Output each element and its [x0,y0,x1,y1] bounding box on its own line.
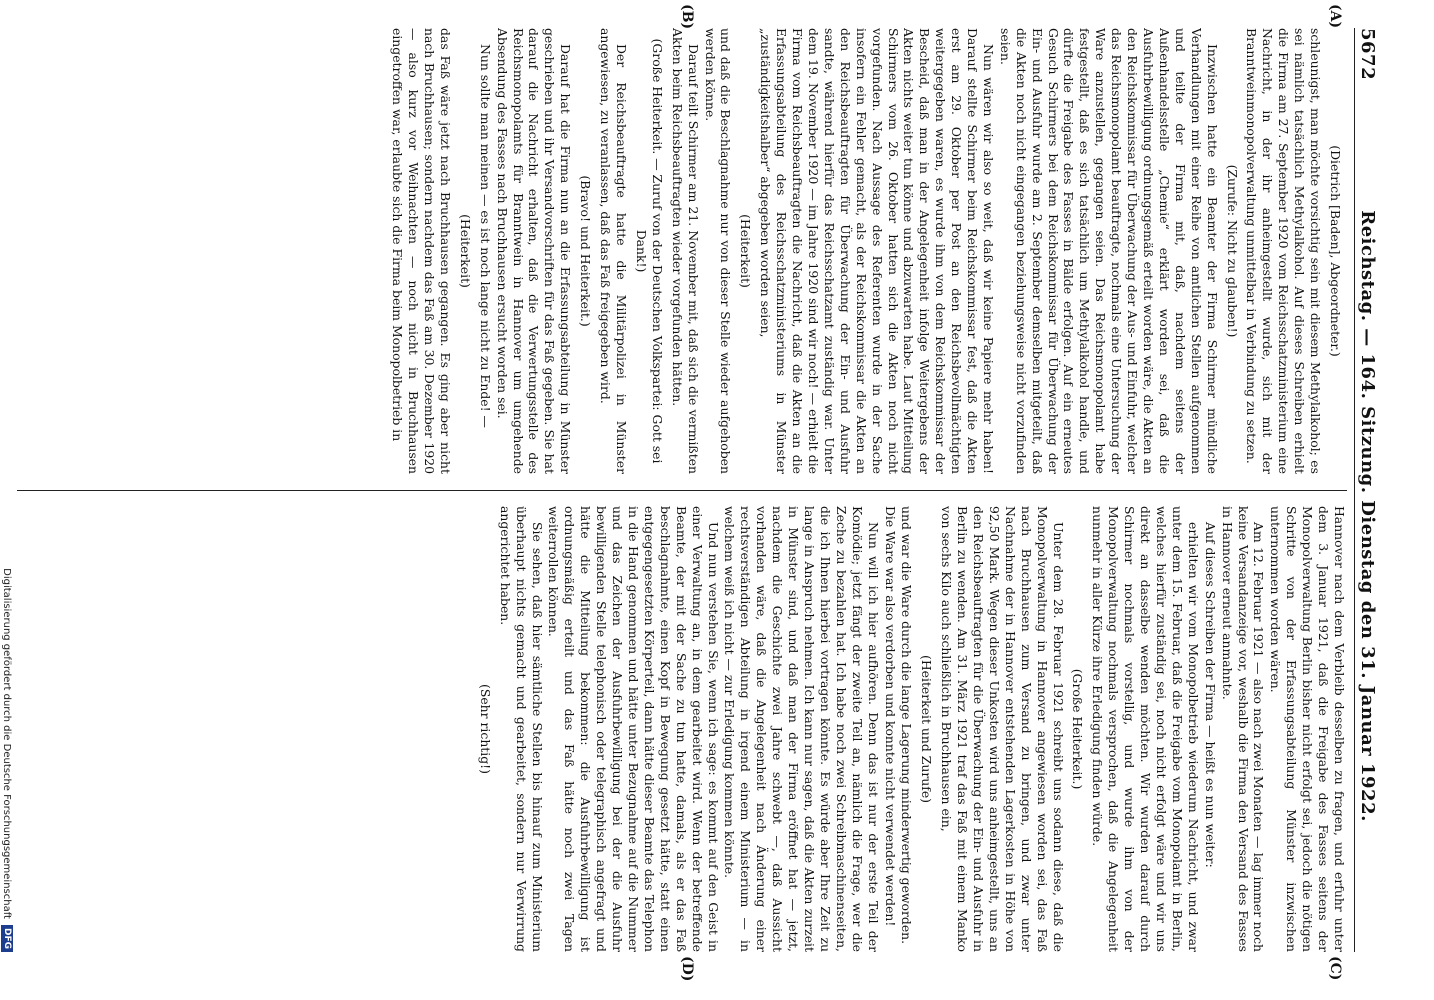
paragraph: Sie sehen, daß hier sämtliche Stellen bis hinauf zum Ministerium überhaupt nichts gemacht und gearbeitet, sondern nur Verwirrung angerichtet haben. [497,506,545,952]
interjection: (Heiterkeit) [738,214,754,288]
left-column [17,28,1347,474]
paragraph: Nun wären wir also so weit, daß wir keine Papiere mehr haben! Darauf stellte Schirmer beim Reichskommissar fest, daß die Akten erst am 29. Oktober per Post an den Reichsbevollmächtigten weitergegeben waren, es wurde ihm von dem Reichskommissar der Bescheid, daß man in der Angelegenheit infolge Weitergebens der Akten nichts weiter tun könne und abzuwarten habe. Laut Mitteilung Schirmers vom 26. Oktober hatten sich die Akten noch nicht vorgefunden. Nach Aussage des Referenten wurde in der Sache insofern ein Fehler gemacht, als der Reichskommissar die Akten an den Reichsbeauftragten für Überwachung der Ein- und Ausfuhr sandte, während hierfür das Reichsschatzamt zuständig war. Unter dem 19. November 1920 — im Jahre 1920 sind wir noch! — erhielt die Firma vom Reichsbeauftragten die Nachricht, daß die Akten an die Erfassungsabteilung des Reichsschatzministeriums in Münster „zuständigkeitshalber“ abgegeben worden seien, [758,28,996,474]
interjection: (Große Heiterkeit.) [1070,668,1086,790]
paragraph: Am 12. Februar 1921 — also nach zwei Monaten — lag immer noch keine Versandanzeige vor, weshalb die Firma den Versand des Fasses in Hannover erneut anmahnte. [1219,506,1267,952]
speaker-line: (Dietrich [Baden], Abgeordneter.) [1328,145,1343,357]
margin-mark-b: (B) [679,4,695,30]
paragraph: Darauf teilt Schirmer am 21. November mit, daß sich die vermißten Akten beim Reichsbeauftragten wieder vorgefunden hätten. [669,28,701,474]
interjection: (Sehr richtig!) [477,684,493,774]
paragraph: Auf dieses Schreiben der Firma — heißt es nun weiter: [1202,522,1218,868]
quoted-paragraph: erhielten wir vom Monopolbetrieb wiederum Nachricht, und zwar unter dem 15. Februar, daß die Freigabe vom Monopolamt in Berlin, welches hierfür zuständig sei, noch nicht erfolgt wäre und wir uns direkt an dasselbe wenden möchten. Wir wurden darauf durch Schirmer nochmals vorstellig, und wurde ihm von der Monopolverwaltung nochmals versprochen, daß die Angelegenheit nunmehr in aller Kürze ihre Erledigung finden würde. [1090,506,1201,952]
interjection: (Heiterkeit und Zurufe) [919,655,935,803]
margin-mark-d: (D) [679,956,695,982]
digitization-credit [1,28,13,952]
paragraph: Hannover nach dem Verbleib desselben zu fragen, und erfuhr unter dem 3. Januar 1921, daß die Freigabe des Fasses seitens der Monopolverwaltung Berlin bisher nicht erfolgt sei, jedoch die nötigen Schritte von der Erfassungsabteilung Münster inzwischen unternommen worden wären. [1268,506,1347,952]
paragraph: Der Reichsbeauftragte hatte die Militärpolizei in Münster angewiesen, zu veranlassen, daß das Faß freigegeben wird. [598,28,630,474]
margin-mark-c: (C) [1327,956,1343,981]
column-divider [17,490,1347,491]
paragraph: Nun sollte man meinen — es ist noch lange nicht zu Ende! — [477,44,493,428]
interjection: (Große Heiterkeit. — Zuruf von der Deutschen Volkspartei: Gott sei Dank!) [633,38,665,464]
dfg-logo: DFG [1,925,13,952]
margin-mark-a: (A) [1327,4,1343,29]
paragraph: schleunigst, man möchte vorsichtig sein mit diesem Methylalkohol; es sei nämlich tatsächlich Methylalkohol. Auf dieses Schreiben erhielt die Firma am 27. September 1920 vom Reichsschatzministerium eine Nachricht, in der ihr anheimgestellt wurde, sich mit der Branntweinmonopolverwaltung unmittelbar in Verbindung zu setzen. [1244,28,1324,474]
paragraph: Darauf hat die Firma nun an die Erfassungsabteilung in Münster geschrieben und ihr Versandvorschriften für das Faß gegeben. Sie hat darauf die Nachricht erhalten, daß die Verwertungsstelle des Reichsmonopolamts für Branntwein in Hannover um umgehende Absendung des Fasses nach Bruchhausen ersucht worden sei. [494,28,574,474]
paragraph: Und nun verstehen Sie, wenn ich sage: es kommt auf den Geist in einer Verwaltung an, in dem gearbeitet wird. Wenn der betreffende Beamte, der mit der Sache zu tun hatte, damals, als er das Faß beschlagnahmte, einen Kopf in Bewegung gesetzt hätte, statt einen entgegengesetzten Körperteil, dann hätte dieser Beamte das Telephon in die Hand genommen und hätte unter Bezugnahme auf die Nummer und das Zeichen der Ausfuhrbewilligung bei der die Ausfuhr bewilligenden Stelle telephonisch oder telegraphisch angefragt und hätte die Mitteilung bekommen: die Ausfuhrbewilligung ist ordnungsmäßig erteilt und das Faß hätte noch zwei Tagen weiterrollen können. [546,506,721,952]
session-title: Reichstag. — 164. Sitzung. Dienstag den 31. Januar 1922. [1357,210,1379,822]
paragraph: das Faß wäre jetzt nach Bruchhausen gegangen. Es ging aber nicht nach Bruchhausen; sondern nachdem das Faß am 30. Dezember 1920 — also kurz vor Weihnachten — noch nicht in Bruchhausen eingetroffen war, erlaubte sich die Firma beim Monopolbetrieb in [390,28,453,474]
interjection: (Heiterkeit) [457,214,473,288]
quoted-paragraph: Unter dem 28. Februar 1921 schreibt uns sodann diese, daß die Monopolverwaltung in Hannover angewiesen worden sei, das Faß nach Bruchhausen zum Versand zu bringen, und zwar unter Nachnahme der in Hannover entstehenden Lagerkosten in Höhe von 92,50 Mark. Wegen dieser Unkosten wird uns anheimgestellt, uns an den Reichsbeauftragten für die Überwachung der Ein- und Ausfuhr in Berlin zu wenden. Am 31. März 1921 traf das Faß mit einem Manko von sechs Kilo auch schließlich in Bruchhausen ein, [939,506,1066,952]
paragraph: Inzwischen hatte ein Beamter der Firma Schirmer mündliche Verhandlungen mit einer Reihe von amtlichen Stellen aufgenommen und teilte der Firma mit, daß, nachdem seitens der Außenhandelsstelle „Chemie“ erklärt worden sei, daß die Ausfuhrbewilligung ordnungsgemäß erteilt worden wäre, die Akten an den Reichskommissar für Überwachung der Aus- und Einfuhr, welcher das Reichsmonopolamt beauftragte, nochmals eine Untersuchung der Ware anzustellen, gegangen seien. Das Reichsmonopolamt habe festgestellt, daß es sich tatsächlich um Methylalkohol handle, und dürfte die Freigabe des Fasses in Bälde erfolgen. Auf ein erneutes Gesuch Schirmers bei dem Reichskommissar für Überwachung der Ein- und Ausfuhr wurde am 2. September demselben mitgeteilt, daß die Akten noch nicht eingegangen beziehungsweise nicht vorzufinden seien. [997,28,1220,474]
interjection: (Bravo! und Heiterkeit.) [578,175,594,327]
paragraph: Nun will ich hier aufhören. Denn das ist nur der erste Teil der Komödie; jetzt fängt der zweite Teil an, nämlich die Frage, wer die Zeche zu bezahlen hat. Ich habe noch zwei Schreibmaschinenseiten, die ich Ihnen hierbei vortragen könnte. Es würde aber Ihre Zeit zu lange in Anspruch nehmen. Ich kann nur sagen, daß die Akten zurzeit in Münster sind, und daß man der Firma eröffnet hat — jetzt, nachdem die Geschichte zwei Jahre schwebt —, daß Aussicht vorhanden wäre, daß die Angelegenheit nach Änderung einer rechtsverständigen Abteilung in irgend einem Ministerium — in welchem weiß ich nicht — zur Erledigung kommen könnte. [722,506,881,952]
interjection: (Zurufe: Nicht zu glauben!) [1224,164,1240,338]
credit-text: Digitalisierung gefördert durch die Deutsche Forschungsgemeinschaft [1,568,13,919]
paragraph: und war die Ware durch die lange Lagerung minderwertig geworden. [899,506,915,945]
right-column [17,506,1347,952]
paragraph: und daß die Beschlagnahme nur von dieser Stelle wieder aufgehoben werden könne. [702,28,734,474]
paragraph: Die Ware war also verdorben und konnte nicht verwendet werden! [882,506,898,927]
page-number: 5672 [1357,28,1379,81]
page-header [1354,28,1381,952]
